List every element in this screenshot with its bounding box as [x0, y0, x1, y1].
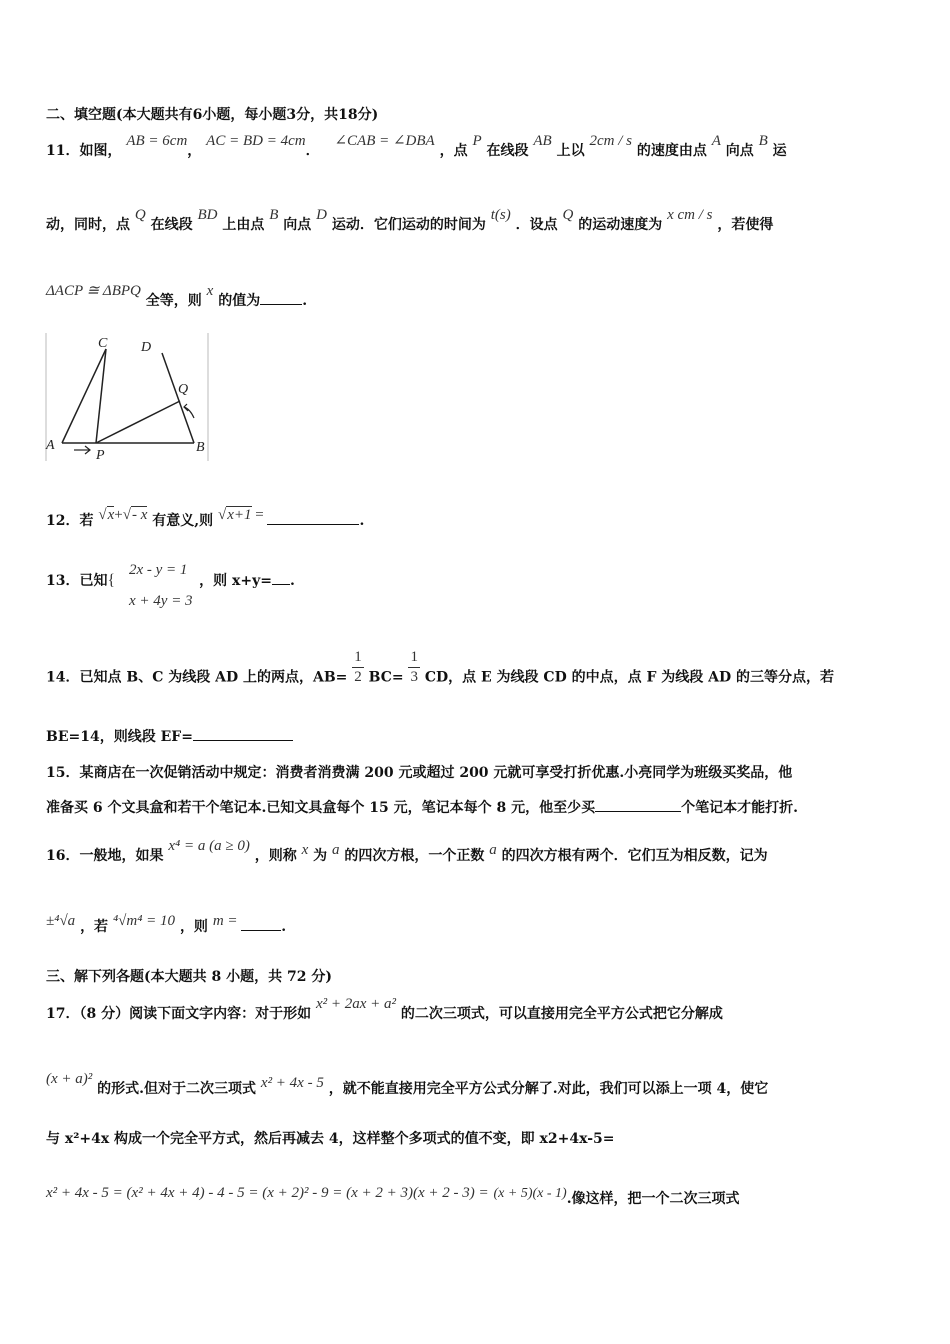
- answer-blank[interactable]: [272, 572, 290, 585]
- label-b: B: [196, 440, 205, 455]
- q14-number: 14．已知点 B、C 为线段 AD 上的两点，AB=: [46, 669, 348, 686]
- q11-text: 动，同时，点: [46, 217, 130, 233]
- q17-math-square: x² + 2ax + a²: [315, 996, 397, 1012]
- q11-math-p: P: [472, 133, 482, 149]
- q15-text: 准备买 6 个文具盒和若干个笔记本.已知文具盒每个 15 元，笔记本每个 8 元，他至少买: [46, 800, 596, 816]
- q11-text: 的值为: [218, 293, 261, 309]
- q16-math-m: m =: [212, 913, 242, 929]
- q13-text: ，则 x+y=: [199, 573, 272, 589]
- segment-cp: [96, 349, 106, 443]
- q11-math-speed: 2cm / s: [589, 133, 632, 149]
- question-14-line-2: [46, 726, 293, 746]
- q12-radicand: - x: [131, 507, 148, 523]
- q11-math-bd: BD: [197, 207, 218, 223]
- q17-text: .像这样，把一个二次三项式: [566, 1191, 740, 1207]
- segment-pq: [96, 401, 180, 443]
- q13-number: 13．已知: [46, 573, 108, 589]
- q17-text: 的形式.但对于二次三项式: [97, 1081, 257, 1097]
- answer-blank[interactable]: [193, 728, 293, 741]
- q11-math-congruent: ΔACP ≅ ΔBPQ: [46, 283, 141, 299]
- q11-math-q: Q: [134, 207, 146, 223]
- segment-ac: [62, 349, 106, 443]
- question-11-line-1: [46, 133, 787, 160]
- q11-text: 在线段: [486, 143, 529, 159]
- question-16-line-2: [46, 913, 287, 936]
- q12-sqrt-x: √x: [98, 507, 115, 523]
- label-a: A: [46, 438, 55, 453]
- q12-eq: =: [251, 507, 268, 523]
- q17-number: 17．（8 分）阅读下面文字内容：对于形如: [46, 1006, 312, 1022]
- q13-brace: {: [107, 572, 116, 589]
- q11-math-b: B: [758, 133, 768, 149]
- q14-fraction-third: [408, 648, 420, 687]
- q12-plus: +: [114, 507, 123, 523]
- q12-radicand: x: [107, 507, 115, 523]
- q11-math-time: t(s): [490, 207, 511, 223]
- q11-math-a: A: [711, 133, 721, 149]
- label-c: C: [98, 336, 108, 351]
- q16-text: .: [281, 919, 287, 935]
- q16-text: ，则: [179, 919, 208, 935]
- fraction-denominator: 3: [410, 669, 418, 685]
- question-11-line-3: [46, 283, 308, 310]
- q17-math-xa: (x + a)²: [46, 1071, 93, 1087]
- answer-blank[interactable]: [267, 512, 359, 525]
- answer-blank[interactable]: [260, 292, 302, 305]
- q11-text: 全等，则: [145, 293, 202, 309]
- q11-math-ac-bd: AC = BD = 4cm: [206, 133, 306, 149]
- q11-text: .: [302, 293, 308, 309]
- segment-bd: [162, 353, 194, 443]
- q11-text: ．设点: [515, 217, 558, 233]
- question-15-line-2: [46, 797, 798, 817]
- question-17-line-4: [46, 1185, 740, 1208]
- q11-math-x: x: [206, 283, 214, 299]
- answer-blank[interactable]: [595, 799, 681, 812]
- q11-math-b: B: [269, 207, 279, 223]
- q17-math-poly: x² + 4x - 5: [260, 1075, 324, 1091]
- q14-text: CD，点 E 为线段 CD 的中点，点 F 为线段 AD 的三等分点，若: [424, 669, 835, 686]
- q11-math-d: D: [316, 207, 327, 223]
- q11-text: 向点: [725, 143, 754, 159]
- q11-text: 运: [772, 143, 787, 159]
- q16-math-a: a: [489, 842, 497, 858]
- q12-radicand: x+1: [227, 507, 252, 523]
- q15-text: 个笔记本才能打折.: [681, 800, 798, 816]
- q14-text: BC=: [368, 669, 404, 686]
- q11-math-q: Q: [562, 207, 574, 223]
- q14-fraction-half: [352, 648, 364, 687]
- section-2-heading: 二、填空题(本大题共有6小题，每小题3分，共18分): [46, 107, 379, 123]
- question-11-line-2: [46, 207, 774, 234]
- q11-math-speed-x: x cm / s: [667, 207, 713, 223]
- question-15-line-1: 15．某商店在一次促销活动中规定：消费者消费满 200 元或超过 200 元就可享受打折优惠.小亮同学为班级买奖品，他: [46, 765, 793, 781]
- question-17-line-1: [46, 996, 723, 1023]
- q17-text: 的二次三项式，可以直接用完全平方公式把它分解成: [400, 1006, 723, 1022]
- question-17-line-3: 与 x²+4x 构成一个完全平方式，然后再减去 4，这样整个多项式的值不变，即 x2+4x-5=: [46, 1131, 615, 1147]
- q11-math-ab2: AB: [533, 133, 552, 149]
- q11-text: ，若使得: [717, 217, 774, 233]
- label-p: P: [96, 448, 105, 461]
- q16-math-root: ±⁴√a: [46, 913, 76, 929]
- q16-math-a: a: [332, 842, 340, 858]
- q16-text: ，若: [80, 919, 109, 935]
- q11-number: 11．如图，: [46, 143, 122, 159]
- q12-sqrt-x1: √x+1: [218, 507, 252, 523]
- q11-figure: [44, 333, 210, 461]
- q11-text: 的速度由点: [636, 143, 707, 159]
- q11-text: 运动．它们运动的时间为: [331, 217, 486, 233]
- q12-text: .: [359, 513, 365, 529]
- q12-number: 12．若: [46, 513, 94, 529]
- q11-text: 在线段: [150, 217, 193, 233]
- q16-math-root-eq: ⁴√m⁴ = 10: [112, 913, 176, 929]
- q13-equation-1: 2x - y = 1: [129, 562, 188, 578]
- fraction-numerator: 1: [408, 648, 420, 668]
- question-16-line-1: [46, 838, 768, 865]
- question-17-line-2: [46, 1071, 769, 1098]
- q16-text: 的四次方根，一个正数: [344, 848, 485, 864]
- question-14-line-1: [46, 649, 835, 697]
- q11-text: ，点: [439, 143, 468, 159]
- question-12: [46, 507, 365, 530]
- q17-math-result: (x + 5)(x - 1): [493, 1186, 567, 1201]
- q16-math-x: x: [301, 842, 309, 858]
- q16-math-def: x⁴ = a (a ≥ 0): [168, 838, 250, 854]
- section-3-heading: 三、解下列各题(本大题共 8 小题，共 72 分): [46, 969, 332, 985]
- q11-math-angle: ∠CAB = ∠DBA: [334, 133, 435, 149]
- q12-sqrt-negx: √- x: [122, 507, 148, 523]
- q11-math-ab: AB = 6cm: [126, 133, 188, 149]
- q14-text: BE=14，则线段 EF=: [46, 729, 193, 745]
- q11-text: 的运动速度为: [578, 217, 663, 233]
- q13-equation-2: x + 4y = 3: [129, 593, 193, 609]
- q12-text: 有意义,则: [152, 513, 214, 529]
- q16-text: 的四次方根有两个．它们互为相反数，记为: [501, 848, 768, 864]
- label-d: D: [141, 340, 152, 355]
- q11-sep: ，: [187, 143, 202, 159]
- q11-text: 向点: [283, 217, 312, 233]
- label-q: Q: [178, 382, 189, 397]
- q16-text: ，则称: [254, 848, 297, 864]
- q11-text: 上以: [556, 143, 585, 159]
- q11-sep: ．: [305, 143, 320, 159]
- q17-math-derivation: x² + 4x - 5 = (x² + 4x + 4) - 4 - 5 = (x + 2)² - 9 = (x + 2 + 3)(x + 2 - 3) =: [46, 1185, 489, 1201]
- answer-blank[interactable]: [241, 918, 281, 931]
- fraction-denominator: 2: [354, 669, 362, 685]
- q11-text: 上由点: [222, 217, 265, 233]
- q13-text: .: [290, 573, 295, 589]
- fraction-numerator: 1: [352, 648, 364, 668]
- q16-number: 16．一般地，如果: [46, 848, 164, 864]
- q17-text: ，就不能直接用完全平方公式分解了.对此，我们可以添上一项 4，使它: [328, 1081, 769, 1097]
- q16-text: 为: [313, 848, 328, 864]
